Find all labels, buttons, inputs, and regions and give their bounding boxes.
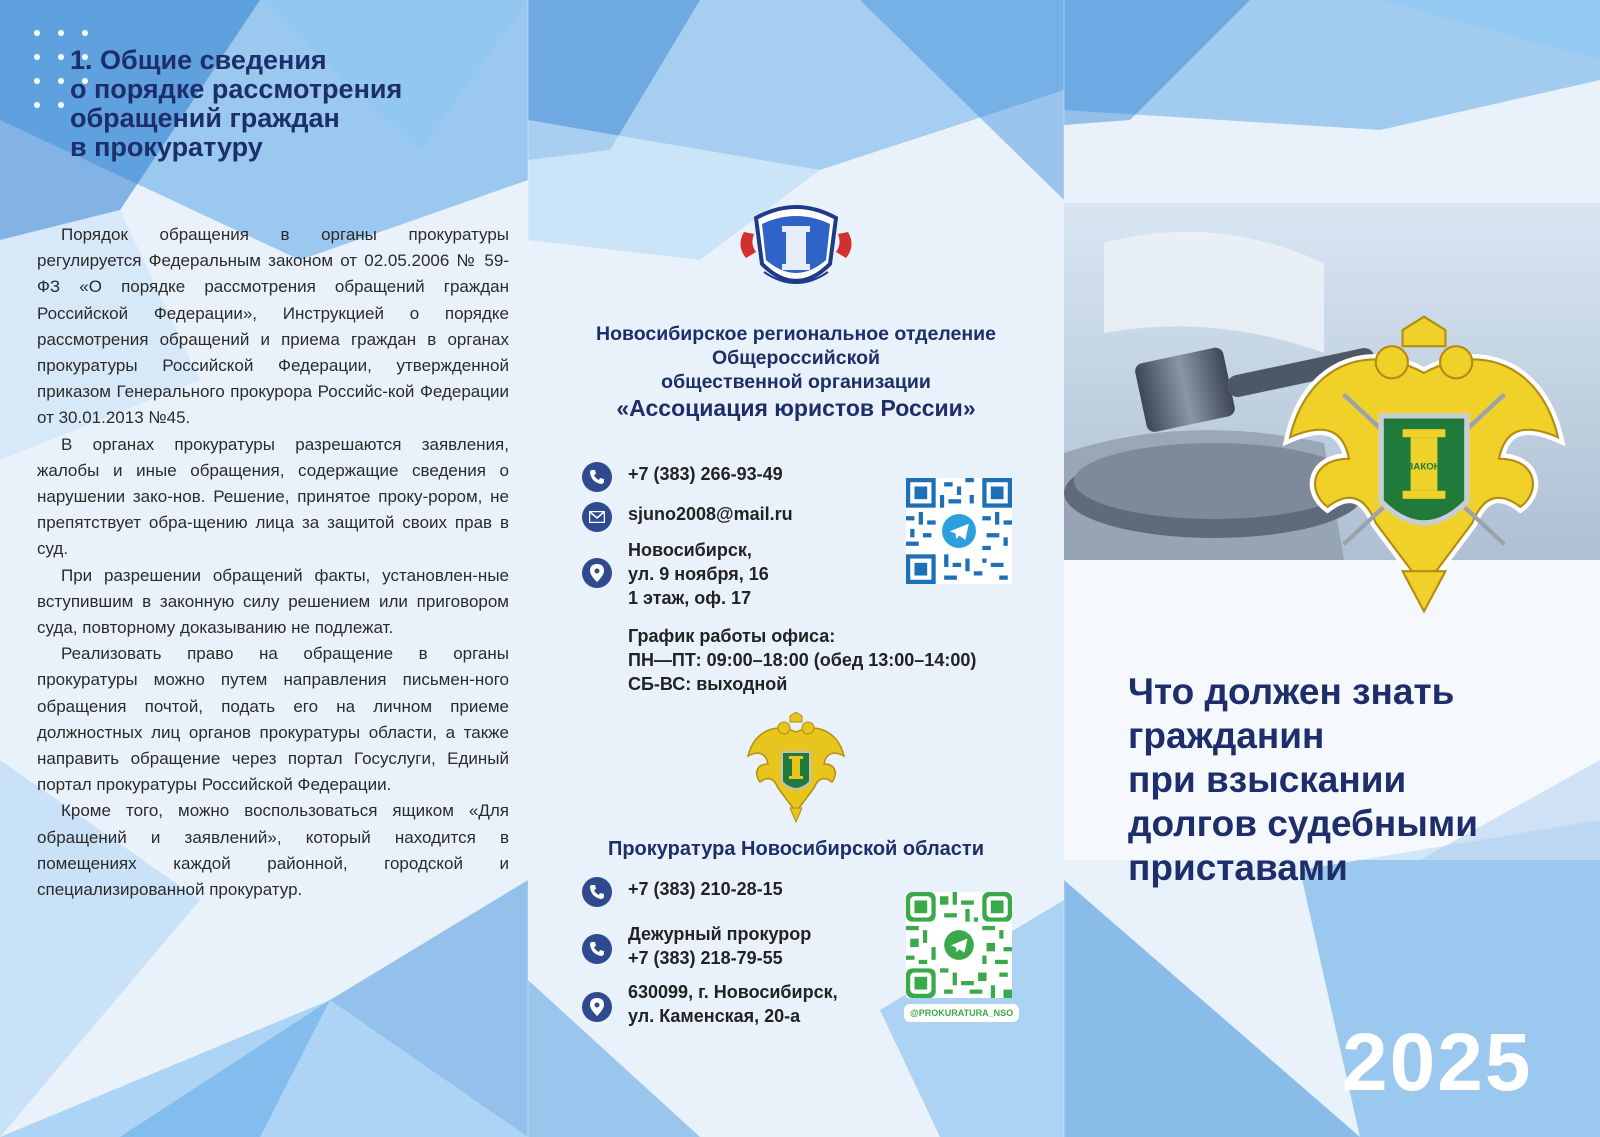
paragraph: Порядок обращения в органы прокуратуры регулируется Федеральным законом от 02.05.2006 № 59-ФЗ «О порядке рассмотрения обращений граждан Российской Федерации», Инструкцией о порядке рассмотрения обращений и приема граждан в органах прокуратуры Российской Федерации, утвержденной приказом Генерального прокурора Российс-кой Федерации от 30.01.2013 №45. xyxy=(37,225,509,428)
association-logo xyxy=(734,198,858,302)
section-heading xyxy=(70,46,490,162)
association-email-text: sjuno2008@mail.ru xyxy=(628,504,793,524)
heading-line: 1. Общие сведения xyxy=(70,45,327,75)
duty-prosecutor[interactable] xyxy=(582,922,811,970)
right-panel xyxy=(1064,0,1600,1137)
duty-line: Дежурный прокурор xyxy=(628,924,812,944)
qr-caption: @PROKURATURA_NSO xyxy=(904,1004,1019,1022)
association-qr-code[interactable] xyxy=(906,478,1012,584)
year-label: 2025 xyxy=(1342,1017,1533,1108)
title-line: долгов судебными xyxy=(1128,803,1478,844)
location-pin-icon xyxy=(582,558,612,588)
prosecutor-office-title: Прокуратура Новосибирской области xyxy=(607,838,985,860)
paragraph: При разрешении обращений факты, установлен-ные вступившим в законную силу решением или приговором суда, повторному доказыванию не подлежат. xyxy=(37,565,509,638)
brochure-title xyxy=(1128,670,1588,890)
address-line: 630099, г. Новосибирск, xyxy=(628,982,838,1002)
address-line: 1 этаж, оф. 17 xyxy=(628,588,752,608)
heading-line: в прокуратуру xyxy=(70,132,263,162)
prosecutor-emblem-large xyxy=(1278,314,1570,614)
phone-icon xyxy=(582,462,612,492)
phone-icon xyxy=(582,934,612,964)
association-title-line: Общероссийской xyxy=(712,347,880,369)
phone-icon xyxy=(582,877,612,907)
prosecutor-emblem-small xyxy=(744,712,848,824)
title-line: при взыскании xyxy=(1128,759,1407,800)
association-phone[interactable] xyxy=(582,462,783,492)
prosecutor-phone[interactable] xyxy=(582,877,783,907)
duty-line: +7 (383) 218-79-55 xyxy=(628,948,783,968)
emblem-label: ЗАКОН xyxy=(1407,461,1441,473)
paragraph: Кроме того, можно воспользоваться ящиком «Для обращений и заявлений», который находится в помещениях каждой районной, городской и специализированной прокуратур. xyxy=(37,801,509,900)
association-email[interactable] xyxy=(582,502,793,532)
association-title-line: Новосибирское региональное отделение xyxy=(596,323,996,345)
heading-line: обращений граждан xyxy=(70,103,340,133)
association-phone-text: +7 (383) 266-93-49 xyxy=(628,464,783,484)
paragraph: Реализовать право на обращение в органы прокуратуры можно путем направления письмен-ного обращения почтой, подать его на личном приеме должностных лиц органов прокуратуры области, а также направить обращение через портал Госуслуги, Единый портал прокуратуры Российской Федерации. xyxy=(37,644,509,795)
association-title xyxy=(548,322,1044,422)
hours-line: График работы офиса: xyxy=(628,626,836,646)
title-line: гражданин xyxy=(1128,715,1325,756)
paragraph: В органах прокуратуры разрешаются заявления, жалобы и иные обращения, содержащие сведения о нарушении зако-нов. Решение, принятое проку-рором, не препятствует обра-щению лица за защитой своих прав в суд. xyxy=(37,434,509,559)
title-line: приставами xyxy=(1128,847,1348,888)
hours-line: ПН—ПТ: 09:00–18:00 (обед 13:00–14:00) xyxy=(628,650,977,670)
mail-icon xyxy=(582,502,612,532)
address-line: ул. 9 ноября, 16 xyxy=(628,564,769,584)
heading-line: о порядке рассмотрения xyxy=(70,74,403,104)
hours-line: СБ-ВС: выходной xyxy=(628,674,788,694)
office-hours xyxy=(628,624,976,696)
prosecutor-address xyxy=(582,980,838,1028)
middle-panel xyxy=(528,0,1064,1137)
left-panel xyxy=(0,0,528,1137)
association-title-line: «Ассоциация юристов России» xyxy=(616,395,976,421)
prosecutor-qr-code[interactable] xyxy=(906,892,1012,998)
prosecutor-phone-text: +7 (383) 210-28-15 xyxy=(628,879,783,899)
location-pin-icon xyxy=(582,992,612,1022)
body-text xyxy=(37,222,509,903)
association-title-line: общественной организации xyxy=(661,371,931,393)
title-line: Что должен знать xyxy=(1128,671,1455,712)
association-address xyxy=(582,538,769,610)
address-line: Новосибирск, xyxy=(628,540,752,560)
address-line: ул. Каменская, 20-а xyxy=(628,1006,801,1026)
